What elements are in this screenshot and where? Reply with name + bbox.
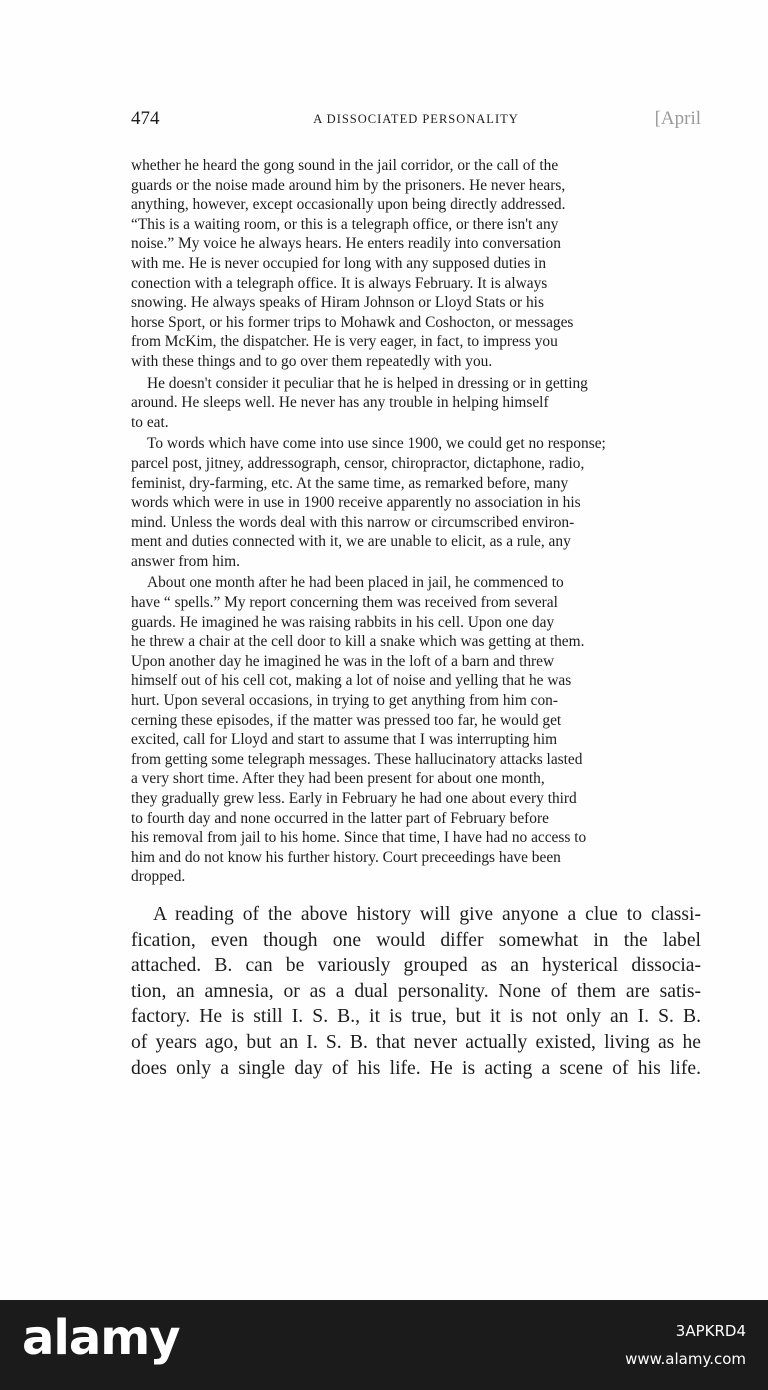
- text-line: words which were in use in 1900 receive apparently no association in his: [131, 494, 581, 512]
- text-line: cerning these episodes, if the matter was pressed too far, he would get: [131, 711, 562, 729]
- image-id: 3APKRD4: [675, 1322, 746, 1340]
- large-print-section: [131, 902, 701, 1081]
- small-print-section: [131, 156, 701, 887]
- text-line: “This is a waiting room, or this is a telegraph office, or there isn't any: [131, 215, 559, 233]
- text-line: with these things and to go over them repeatedly with you.: [131, 352, 493, 370]
- text-line: attached. B. can be variously grouped as an hysterical dissocia-: [131, 955, 701, 977]
- text-line: he threw a chair at the cell door to kill a snake which was getting at them.: [131, 633, 585, 651]
- text-line: does only a single day of his life. He is acting a scene of his life.: [131, 1057, 701, 1079]
- text-line: ment and duties connected with it, we are unable to elicit, as a rule, any: [131, 533, 571, 551]
- text-line: feminist, dry-farming, etc. At the same time, as remarked before, many: [131, 474, 569, 492]
- text-line: fication, even though one would differ somewhat in the label: [131, 929, 701, 951]
- text-line: his removal from jail to his home. Since that time, I have had no access to: [131, 829, 587, 847]
- body-text: [131, 156, 701, 1081]
- text-line: with me. He is never occupied for long with any supposed duties in: [131, 254, 547, 272]
- text-line: guards. He imagined he was raising rabbits in his cell. Upon one day: [131, 613, 555, 631]
- text-line: to fourth day and none occurred in the latter part of February before: [131, 809, 549, 827]
- text-line: him and do not know his further history. Court preceedings have been: [131, 848, 561, 866]
- text-line: conection with a telegraph office. It is always February. It is always: [131, 274, 548, 292]
- paragraph: [131, 434, 701, 571]
- text-line: parcel post, jitney, addressograph, censor, chiropractor, dictaphone, radio,: [131, 454, 585, 472]
- text-line: About one month after he had been placed in jail, he commenced to: [147, 574, 564, 592]
- month-label: [April: [654, 108, 701, 129]
- text-line: excited, call for Lloyd and start to assume that I was interrupting him: [131, 731, 558, 749]
- text-line: a very short time. After they had been present for about one month,: [131, 770, 545, 788]
- text-line: snowing. He always speaks of Hiram Johnson or Lloyd Stats or his: [131, 294, 544, 312]
- page-number: 474: [131, 108, 160, 129]
- text-line: around. He sleeps well. He never has any trouble in helping himself: [131, 394, 549, 412]
- text-line: horse Sport, or his former trips to Mohawk and Coshocton, or messages: [131, 313, 574, 331]
- running-title: A DISSOCIATED PERSONALITY: [313, 112, 519, 126]
- text-line: guards or the noise made around him by the prisoners. He never hears,: [131, 176, 566, 194]
- site-url: www.alamy.com: [625, 1350, 746, 1368]
- text-line: anything, however, except occasionally upon being directly addressed.: [131, 196, 566, 214]
- text-line: factory. He is still I. S. B., it is true, but it is not only an I. S. B.: [131, 1006, 701, 1028]
- text-line: they gradually grew less. Early in February he had one about every third: [131, 790, 577, 807]
- page-header: [131, 108, 701, 134]
- paragraph: [131, 902, 701, 1081]
- text-line: mind. Unless the words deal with this narrow or circumscribed environ-: [131, 513, 575, 531]
- text-line: from McKim, the dispatcher. He is very eager, in fact, to impress you: [131, 333, 558, 351]
- text-line: hurt. Upon several occasions, in trying to get anything from him con-: [131, 692, 558, 710]
- text-line: tion, an amnesia, or as a dual personality. None of them are satis-: [131, 980, 701, 1002]
- paragraph: [131, 573, 701, 887]
- text-line: himself out of his cell cot, making a lot of noise and yelling that he was: [131, 672, 572, 690]
- text-line: dropped.: [131, 868, 186, 886]
- text-line: noise.” My voice he always hears. He enters readily into conversation: [131, 235, 561, 253]
- watermark-bar: [0, 1300, 768, 1390]
- text-line: answer from him.: [131, 552, 240, 570]
- text-line: from getting some telegraph messages. These hallucinatory attacks lasted: [131, 750, 583, 768]
- alamy-logo: alamy: [22, 1310, 180, 1366]
- text-line: To words which have come into use since 1900, we could get no response;: [147, 435, 606, 453]
- text-line: Upon another day he imagined he was in the loft of a barn and threw: [131, 652, 555, 670]
- text-line: of years ago, but an I. S. B. that never actually existed, living as he: [131, 1031, 701, 1053]
- text-line: He doesn't consider it peculiar that he is helped in dressing or in getting: [147, 374, 588, 392]
- paragraph: [131, 156, 701, 372]
- text-line: A reading of the above history will give anyone a clue to classi-: [153, 903, 701, 925]
- paragraph: [131, 374, 701, 433]
- text-line: to eat.: [131, 413, 169, 431]
- text-line: whether he heard the gong sound in the jail corridor, or the call of the: [131, 157, 559, 174]
- text-line: have “ spells.” My report concerning them was received from several: [131, 594, 558, 612]
